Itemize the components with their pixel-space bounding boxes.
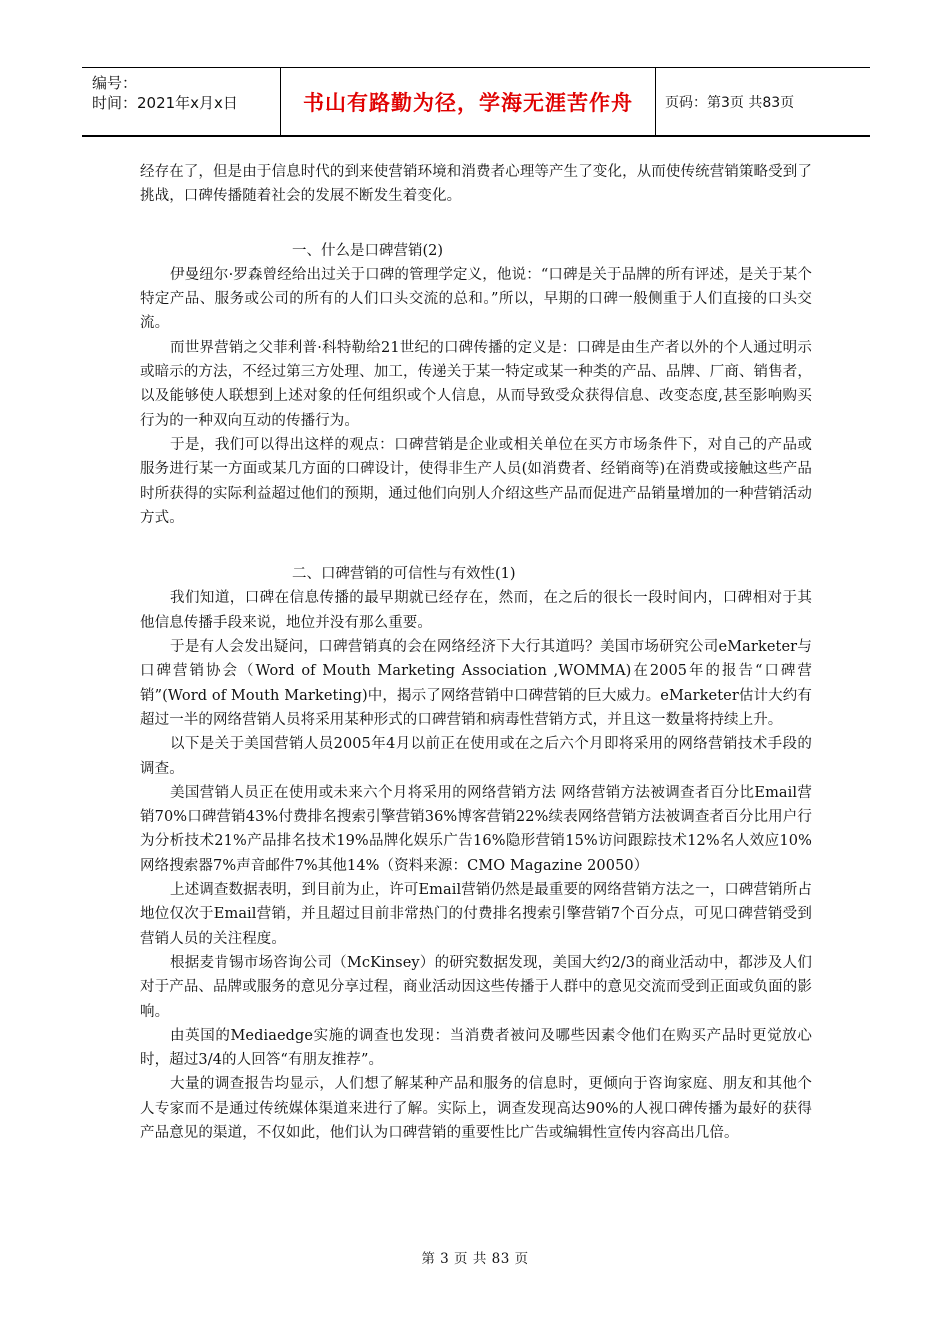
header-motto: 书山有路勤为径，学海无涯苦作舟 — [303, 90, 633, 115]
paragraph: 我们知道，口碑在信息传播的最早期就已经存在，然而，在之后的很长一段时间内，口碑相对于其他信息传播手段来说，地位并没有那么重要。 — [140, 590, 812, 631]
document-number-label: 编号： — [92, 74, 138, 92]
paragraph: 上述调查数据表明，到目前为止，许可Email营销仍然是最重要的网络营销方法之一，口碑营销所占地位仅次于Email营销，并且超过目前非常热门的付费排名搜索引擎营销7个百分点，可见口碑营销受到营销人员的关注程度。 — [140, 882, 812, 947]
page-footer: 第 3 页 共 83 页 — [421, 1251, 529, 1267]
document-body — [140, 160, 812, 1145]
section-heading: 一、什么是口碑营销(2) — [292, 242, 444, 259]
header-page-label: 页码：第3页 共83页 — [665, 94, 795, 111]
paragraph: 大量的调查报告均显示，人们想了解某种产品和服务的信息时，更倾向于咨询家庭、朋友和其他个人专家而不是通过传统媒体渠道来进行了解。实际上，调查发现高达90%的人视口碑传播为最好的获得产品意见的渠道，不仅如此，他们认为口碑营销的重要性比广告或编辑性宣传内容高出几倍。 — [140, 1076, 812, 1141]
page-header — [82, 67, 870, 137]
paragraph: 伊曼纽尔·罗森曾经给出过关于口碑的管理学定义，他说：“口碑是关于品牌的所有评述，是关于某个特定产品、服务或公司的所有的人们口头交流的总和。”所以，早期的口碑一般侧重于人们直接的口头交流。 — [140, 266, 812, 332]
header-meta — [82, 68, 280, 135]
document-date-label: 时间：2021年x月x日 — [92, 94, 238, 112]
paragraph: 根据麦肯锡市场咨询公司（McKinsey）的研究数据发现，美国大约2/3的商业活动中，都涉及人们对于产品、品牌或服务的意见分享过程，商业活动因这些传播于人群中的意见交流而受到正面或负面的影响。 — [140, 954, 812, 1020]
section-heading: 二、口碑营销的可信性与有效性(1) — [292, 566, 516, 583]
paragraph: 而世界营销之父菲利普·科特勒给21世纪的口碑传播的定义是：口碑是由生产者以外的个人通过明示或暗示的方法，不经过第三方处理、加工，传递关于某一特定或某一种类的产品、品牌、厂商、销售者，以及能够使人联想到上述对象的任何组织或个人信息，从而导致受众获得信息、改变态度,甚至影响购买行为的一种双向互动的传播行为。 — [140, 339, 812, 429]
paragraph: 于是有人会发出疑问，口碑营销真的会在网络经济下大行其道吗？美国市场研究公司eMarketer与口碑营销协会（Word of Mouth Marketing Association ,WOMMA)在2005年的报告“口碑营销”(Word of Mouth Marketing)中，揭示了网络营销中口碑营销的巨大威力。eMarketer估计大约有超过一半的网络营销人员将采用某种形式的口碑营销和病毒性营销方式，并且这一数量将持续上升。 — [140, 639, 812, 728]
paragraph: 于是，我们可以得出这样的观点：口碑营销是企业或相关单位在买方市场条件下，对自己的产品或服务进行某一方面或某几方面的口碑设计，使得非生产人员(如消费者、经销商等)在消费或接触这些产品时所获得的实际利益超过他们的预期，通过他们向别人介绍这些产品而促进产品销量增加的一种营销活动方式。 — [140, 436, 812, 526]
paragraph: 由英国的Mediaedge实施的调查也发现：当消费者被问及哪些因素令他们在购买产品时更觉放心时，超过3/4的人回答“有朋友推荐”。 — [140, 1027, 812, 1069]
paragraph: 以下是关于美国营销人员2005年4月以前正在使用或在之后六个月即将采用的网络营销技术手段的调查。 — [140, 736, 812, 777]
header-motto-cell — [280, 68, 656, 135]
paragraph: 经存在了，但是由于信息时代的到来使营销环境和消费者心理等产生了变化，从而使传统营销策略受到了挑战，口碑传播随着社会的发展不断发生着变化。 — [140, 164, 812, 205]
paragraph: 美国营销人员正在使用或未来六个月将采用的网络营销方法 网络营销方法被调查者百分比Email营销70%口碑营销43%付费排名搜索引擎营销36%博客营销22%续表网络营销方法被调查者百分比用户行为分析技术21%产品排名技术19%品牌化娱乐广告16%隐形营销15%访问跟踪技术12%名人效应10%网络搜索器7%声音邮件7%其他14%（资料来源：CMO Magazine 20050） — [140, 784, 812, 874]
